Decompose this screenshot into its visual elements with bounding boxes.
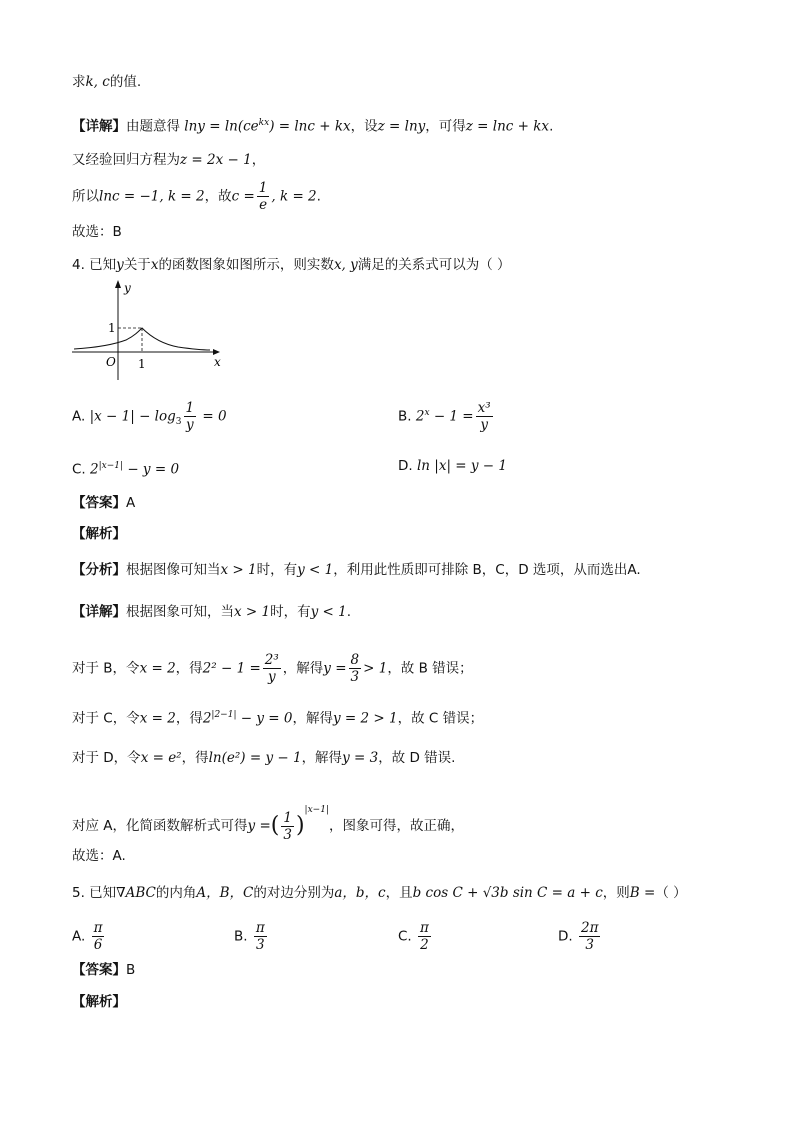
text: ，则 — [602, 885, 630, 901]
math: 2² − 1 = — [202, 660, 261, 677]
denominator: y — [267, 669, 276, 685]
text: 时，有 — [256, 562, 298, 578]
text: ， — [251, 152, 266, 168]
text: ，故 B 错误； — [387, 660, 473, 677]
q5-option-b[interactable] — [234, 920, 269, 953]
numerator: π — [255, 920, 265, 936]
math: > 1 — [363, 660, 388, 677]
text: 的值. — [109, 74, 142, 90]
text: . — [549, 118, 554, 135]
fraction — [254, 920, 267, 953]
line-find-kc — [72, 72, 141, 92]
fraction — [579, 920, 600, 953]
denominator: e — [259, 197, 268, 213]
option-label: A. — [72, 928, 86, 945]
for-b-line — [72, 652, 473, 685]
analysis-4 — [72, 560, 641, 580]
text: . — [316, 188, 321, 205]
text: 时，有 — [270, 604, 311, 620]
option-label: B. — [234, 928, 248, 945]
option-d[interactable] — [398, 456, 507, 476]
math: lnc = −1, k = 2 — [99, 188, 205, 205]
text: 的对边分别为 — [253, 885, 335, 901]
math: x > 1 — [220, 562, 257, 578]
math: z = lny — [377, 118, 426, 135]
text: ，解得 — [301, 750, 343, 766]
math: x = 2 — [139, 710, 176, 727]
math: A，B，C — [196, 885, 254, 901]
text: ，设 — [350, 118, 378, 135]
math: z = 2x − 1 — [180, 152, 252, 168]
math: x = e² — [140, 750, 182, 766]
text: 的函数图象如图所示，则实数 — [158, 257, 334, 273]
answer-tag: 【答案】 — [72, 495, 126, 511]
math-sup: |2−1| — [211, 710, 237, 720]
answer-line-1 — [72, 222, 122, 242]
math: lny = ln(ce — [184, 118, 259, 135]
text: 根据图象可知，当 — [126, 604, 234, 620]
analysis-heading-4 — [72, 524, 126, 544]
option-a[interactable] — [72, 400, 227, 433]
math-sup: kx — [258, 118, 270, 128]
math: |x − 1| − log — [89, 408, 176, 425]
function-graph — [70, 276, 230, 384]
text: 4. 已知 — [72, 257, 117, 273]
detail-tag: 【详解】 — [72, 118, 126, 135]
analysis-tag: 【分析】 — [72, 562, 126, 578]
numerator: 1 — [185, 400, 195, 416]
fraction — [92, 920, 105, 953]
denominator: 3 — [283, 826, 292, 843]
text: 5. 已知 — [72, 885, 117, 901]
text: 满足的关系式可以为（ ） — [357, 257, 511, 273]
detail-tag: 【详解】 — [72, 604, 126, 620]
detail-4 — [72, 602, 351, 622]
math-vars: k, c — [85, 74, 110, 90]
option-label: C. — [72, 461, 86, 478]
math: − y = 0 — [123, 461, 180, 478]
option-c[interactable] — [72, 456, 179, 480]
math: − y = 0 — [236, 710, 293, 727]
text: ，且 — [385, 885, 413, 901]
option-label: C. — [398, 928, 412, 945]
numerator: π — [93, 920, 103, 936]
text: ，故 C 错误； — [397, 710, 484, 727]
answer-5 — [72, 960, 135, 980]
text: ，得 — [175, 660, 203, 677]
answer-line-4 — [72, 846, 126, 866]
math: 2 — [415, 408, 425, 425]
y-axis-arrow-icon — [115, 280, 121, 288]
text: 对应 A，化简函数解析式可得 — [72, 818, 248, 834]
math: c = — [231, 188, 255, 205]
fraction — [184, 400, 197, 433]
math: z = lnc + kx — [465, 118, 550, 135]
text: 根据图像可知当 — [126, 562, 221, 578]
numerator: π — [420, 920, 429, 936]
option-b[interactable] — [398, 400, 495, 433]
text: ，得 — [181, 750, 209, 766]
math: a，b，c — [334, 885, 386, 901]
fraction — [349, 652, 362, 685]
text: 故选：B — [72, 224, 122, 240]
text: ，可得 — [425, 118, 466, 135]
regression-line — [72, 150, 265, 170]
q5-option-a[interactable] — [72, 920, 106, 953]
numerator: 1 — [283, 809, 292, 826]
text: ，故 — [204, 188, 232, 205]
math: y = 3 — [342, 750, 379, 766]
text: 由题意得 — [126, 118, 180, 135]
math: x — [150, 257, 159, 273]
math-sup: x — [424, 408, 430, 418]
label-origin: O — [106, 355, 116, 369]
numerator: 1 — [258, 180, 268, 196]
q5-option-c[interactable] — [398, 920, 433, 953]
fraction — [476, 400, 493, 433]
text: 关于 — [123, 257, 151, 273]
option-label: A. — [72, 408, 86, 425]
math: x > 1 — [234, 604, 271, 620]
numerator: 2³ — [264, 652, 279, 668]
for-a-line — [72, 800, 464, 843]
text: 对于 D，令 — [72, 750, 141, 766]
text: ，解得 — [292, 710, 333, 727]
text: 又经验回归方程为 — [72, 152, 180, 168]
denominator: 2 — [420, 937, 429, 953]
math: 2 — [202, 710, 212, 727]
answer-tag: 【答案】 — [72, 962, 126, 978]
text: 故选：A. — [72, 848, 126, 864]
math: ) = lnc + kx — [269, 118, 351, 135]
text: 对于 C，令 — [72, 710, 140, 727]
math: y < 1 — [310, 604, 347, 620]
for-d-line — [72, 748, 455, 768]
option-label: D. — [398, 458, 413, 474]
option-label: B. — [398, 408, 412, 425]
math-sub: 3 — [175, 417, 182, 428]
math: B = — [629, 885, 656, 901]
paren: ) — [295, 813, 305, 838]
math: b cos C + √3b sin C = a + c — [412, 885, 603, 901]
fraction — [263, 652, 281, 685]
question-4-stem — [72, 255, 511, 275]
label-1-x: 1 — [138, 357, 146, 371]
q5-option-d[interactable] — [558, 920, 602, 953]
option-label: D. — [558, 928, 573, 945]
label-x: x — [214, 355, 221, 369]
fraction — [257, 180, 270, 213]
denominator: 3 — [256, 937, 265, 953]
denominator: y — [185, 417, 194, 433]
math: x, y — [333, 257, 358, 273]
text: ，得 — [175, 710, 203, 727]
jiexi-tag: 【解析】 — [72, 526, 126, 542]
so-line — [72, 180, 321, 213]
detail-line-1 — [72, 113, 553, 137]
math: y — [116, 257, 124, 273]
math: y = 2 > 1 — [333, 710, 398, 727]
text: 求 — [72, 74, 86, 90]
answer-value: B — [126, 962, 136, 978]
math: = 0 — [198, 408, 227, 425]
paren: ( — [270, 813, 280, 838]
text: ，解得 — [282, 660, 324, 677]
math: − 1 = — [429, 408, 474, 425]
math: ln(e²) = y − 1 — [208, 750, 302, 766]
math-sup: |x−1| — [98, 461, 124, 471]
fraction — [281, 810, 294, 843]
analysis-heading-5 — [72, 992, 126, 1012]
math: ln |x| = y − 1 — [416, 458, 508, 474]
label-y: y — [124, 281, 131, 295]
math-sup: |x−1| — [304, 805, 329, 815]
numerator: 8 — [350, 652, 360, 668]
math: y = — [323, 660, 347, 677]
math: , k = 2 — [271, 188, 317, 205]
jiexi-tag: 【解析】 — [72, 994, 126, 1010]
denominator: y — [480, 417, 488, 433]
fraction — [418, 920, 431, 953]
text: 的内角 — [155, 885, 197, 901]
text: ，故 D 错误. — [378, 750, 456, 766]
answer-4 — [72, 493, 135, 513]
denominator: 3 — [350, 669, 360, 685]
math: y = — [247, 818, 271, 834]
for-c-line — [72, 705, 483, 729]
text: 所以 — [72, 188, 99, 205]
math: y < 1 — [297, 562, 334, 578]
denominator: 6 — [93, 937, 103, 953]
denominator: 3 — [585, 937, 595, 953]
numerator: 2π — [580, 920, 599, 936]
text: （ ） — [655, 885, 687, 901]
text: . — [346, 604, 352, 620]
answer-value: A — [126, 495, 136, 511]
math: x = 2 — [139, 660, 176, 677]
numerator: x³ — [477, 400, 491, 416]
text: ，利用此性质即可排除 B，C，D 选项，从而选出A. — [333, 562, 641, 578]
text: 对于 B，令 — [72, 660, 140, 677]
text: ，图象可得，故正确， — [328, 818, 464, 834]
math: ∇ABC — [116, 885, 156, 901]
question-5-stem — [72, 883, 687, 903]
math: 2 — [90, 461, 99, 478]
label-1-y: 1 — [108, 321, 116, 335]
